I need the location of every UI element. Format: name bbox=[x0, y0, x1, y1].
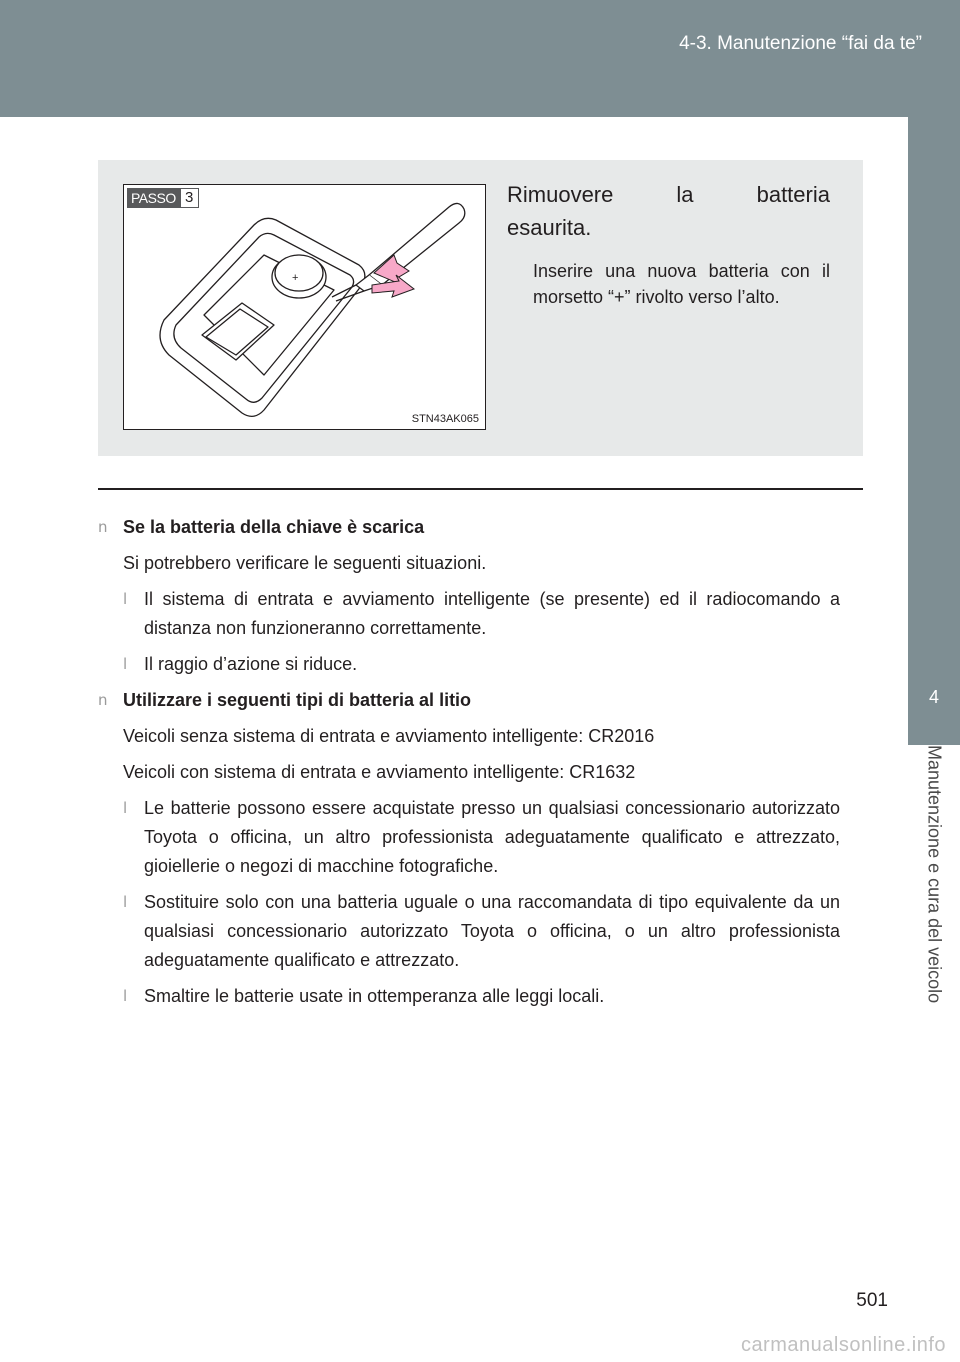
step-title-word: Rimuovere bbox=[507, 182, 614, 207]
watermark: carmanualsonline.info bbox=[740, 1334, 946, 1356]
chapter-side-tab bbox=[908, 117, 960, 745]
bullet-marker: l bbox=[123, 799, 128, 817]
chapter-number-box bbox=[908, 652, 960, 745]
chapter-number: 4 bbox=[928, 687, 939, 707]
section-marker: n bbox=[98, 691, 108, 709]
step-title-word: la bbox=[676, 182, 694, 207]
notes-content bbox=[98, 513, 840, 1018]
chapter-label-box bbox=[908, 745, 960, 1065]
section-divider bbox=[98, 488, 863, 490]
section-heading: n Se la batteria della chiave è scarica bbox=[98, 513, 840, 542]
page-header bbox=[0, 0, 960, 117]
step-title-line1 bbox=[507, 178, 830, 211]
svg-text:+: + bbox=[292, 272, 299, 284]
list-item: l Sostituire solo con una batteria uguale o una raccomandata di tipo equivalente da un qualsiasi concessionario autorizzato Toyota o officina, o un altro professionista adeguatamente qualificato e attrezzato. bbox=[98, 888, 840, 975]
bullet-marker: l bbox=[123, 893, 128, 911]
paragraph: Veicoli con sistema di entrata e avviamento intelligente: CR1632 bbox=[123, 762, 636, 782]
list-item: l Il raggio d’azione si riduce. bbox=[98, 650, 840, 679]
section-title: 4-3. Manutenzione “fai da te” bbox=[679, 33, 922, 54]
step-title-word: batteria bbox=[756, 182, 830, 207]
figure-code: STN43AK065 bbox=[411, 413, 479, 425]
step-title-line2: esaurita. bbox=[507, 215, 592, 240]
bullet-marker: l bbox=[123, 655, 128, 673]
step-title bbox=[507, 178, 830, 244]
bullet-marker: l bbox=[123, 590, 128, 608]
bullet-marker: l bbox=[123, 987, 128, 1005]
paragraph: Si potrebbero verificare le seguenti situazioni. bbox=[123, 553, 487, 573]
list-item: l Smaltire le batterie usate in ottemperanza alle leggi locali. bbox=[98, 982, 840, 1011]
step-badge-number: 3 bbox=[180, 188, 199, 208]
list-item: l Il sistema di entrata e avviamento intelligente (se presente) ed il radiocomando a distanza non funzioneranno correttamente. bbox=[98, 585, 840, 643]
page-number: 501 bbox=[856, 1290, 888, 1311]
step-instruction: Inserire una nuova batteria con il morsetto “+” rivolto verso l’alto. bbox=[533, 261, 830, 307]
step-badge-word: PASSO bbox=[127, 188, 180, 208]
section-marker: n bbox=[98, 518, 108, 536]
chapter-label: Manutenzione e cura del veicolo bbox=[924, 745, 945, 1004]
key-battery-figure bbox=[123, 184, 486, 430]
section-heading: n Utilizzare i seguenti tipi di batteria al litio bbox=[98, 686, 840, 715]
list-item: l Le batterie possono essere acquistate presso un qualsiasi concessionario autorizzato Toyota o officina, un altro professionista adeguatamente qualificato e attrezzato, gioiellerie o negozi di macchine fotografiche. bbox=[98, 794, 840, 881]
paragraph: Veicoli senza sistema di entrata e avviamento intelligente: CR2016 bbox=[123, 726, 655, 746]
key-fob-illustration bbox=[124, 185, 485, 429]
